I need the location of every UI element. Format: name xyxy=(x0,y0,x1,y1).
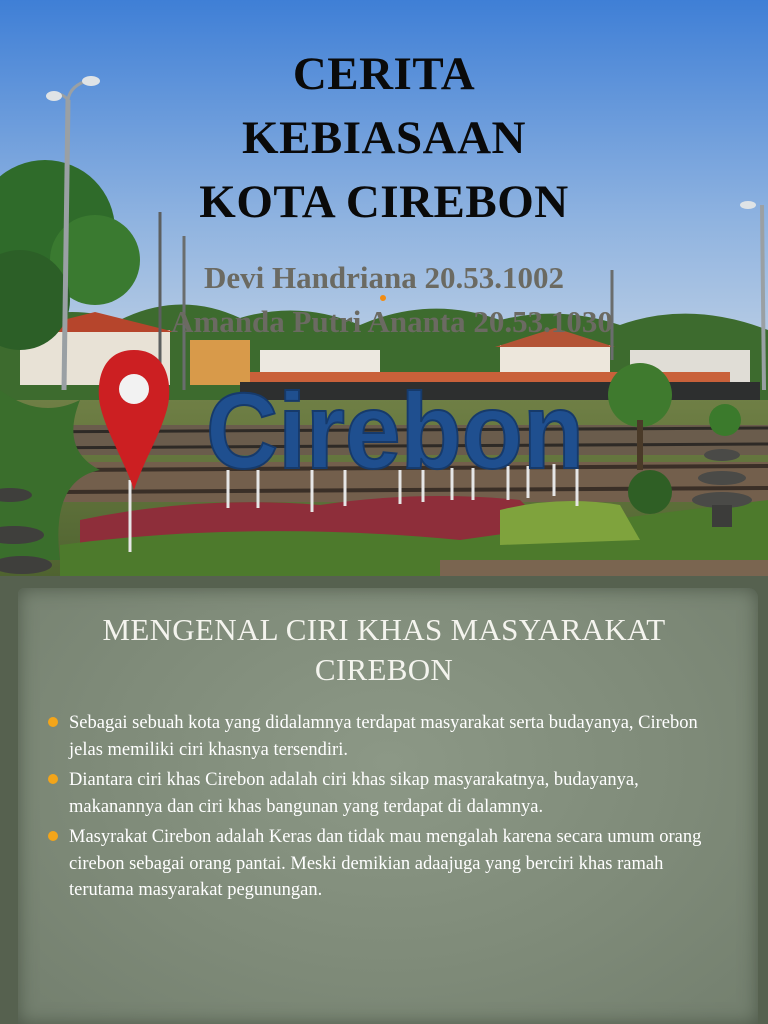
content-slide xyxy=(0,576,768,1024)
author-1: Devi Handriana 20.53.1002 xyxy=(204,260,564,295)
title xyxy=(0,42,768,234)
bullet-item xyxy=(48,824,728,904)
bullet-text: Sebagai sebuah kota yang didalamnya terdapat masyarakat serta budayanya, Cirebon jelas memiliki ciri khasnya tersendiri. xyxy=(69,713,698,760)
title-line: KOTA CIREBON xyxy=(199,176,569,228)
bullet-dot-icon xyxy=(48,774,58,784)
heading-line: CIREBON xyxy=(314,652,454,687)
slide-heading xyxy=(20,610,748,690)
bullet-text: Diantara ciri khas Cirebon adalah ciri khas sikap masyarakatnya, budayanya, makanannya dan ciri khas bangunan yang terdapat di dalamnya. xyxy=(69,770,639,817)
bullet-text: Masyrakat Cirebon adalah Keras dan tidak mau mengalah karena secara umum orang cirebon sebagai orang pantai. Meski demikian adaajuga yang berciri khas ramah terutama masyarakat pegunungan. xyxy=(69,827,702,900)
bullet-item xyxy=(48,710,728,763)
heading-line: MENGENAL CIRI KHAS MASYARAKAT xyxy=(102,612,666,647)
author-2: Amanda Putri Ananta 20.53.1030 xyxy=(171,304,613,339)
title-line: CERITA xyxy=(292,48,476,100)
title-line: KEBIASAAN xyxy=(242,112,526,164)
bullet-item xyxy=(48,767,728,820)
bullet-dot-icon xyxy=(48,831,58,841)
bullet-list xyxy=(48,710,728,908)
cirebon-sign-text: Cirebon xyxy=(206,370,584,491)
bullet-dot-icon xyxy=(48,717,58,727)
orange-dot xyxy=(380,295,386,301)
